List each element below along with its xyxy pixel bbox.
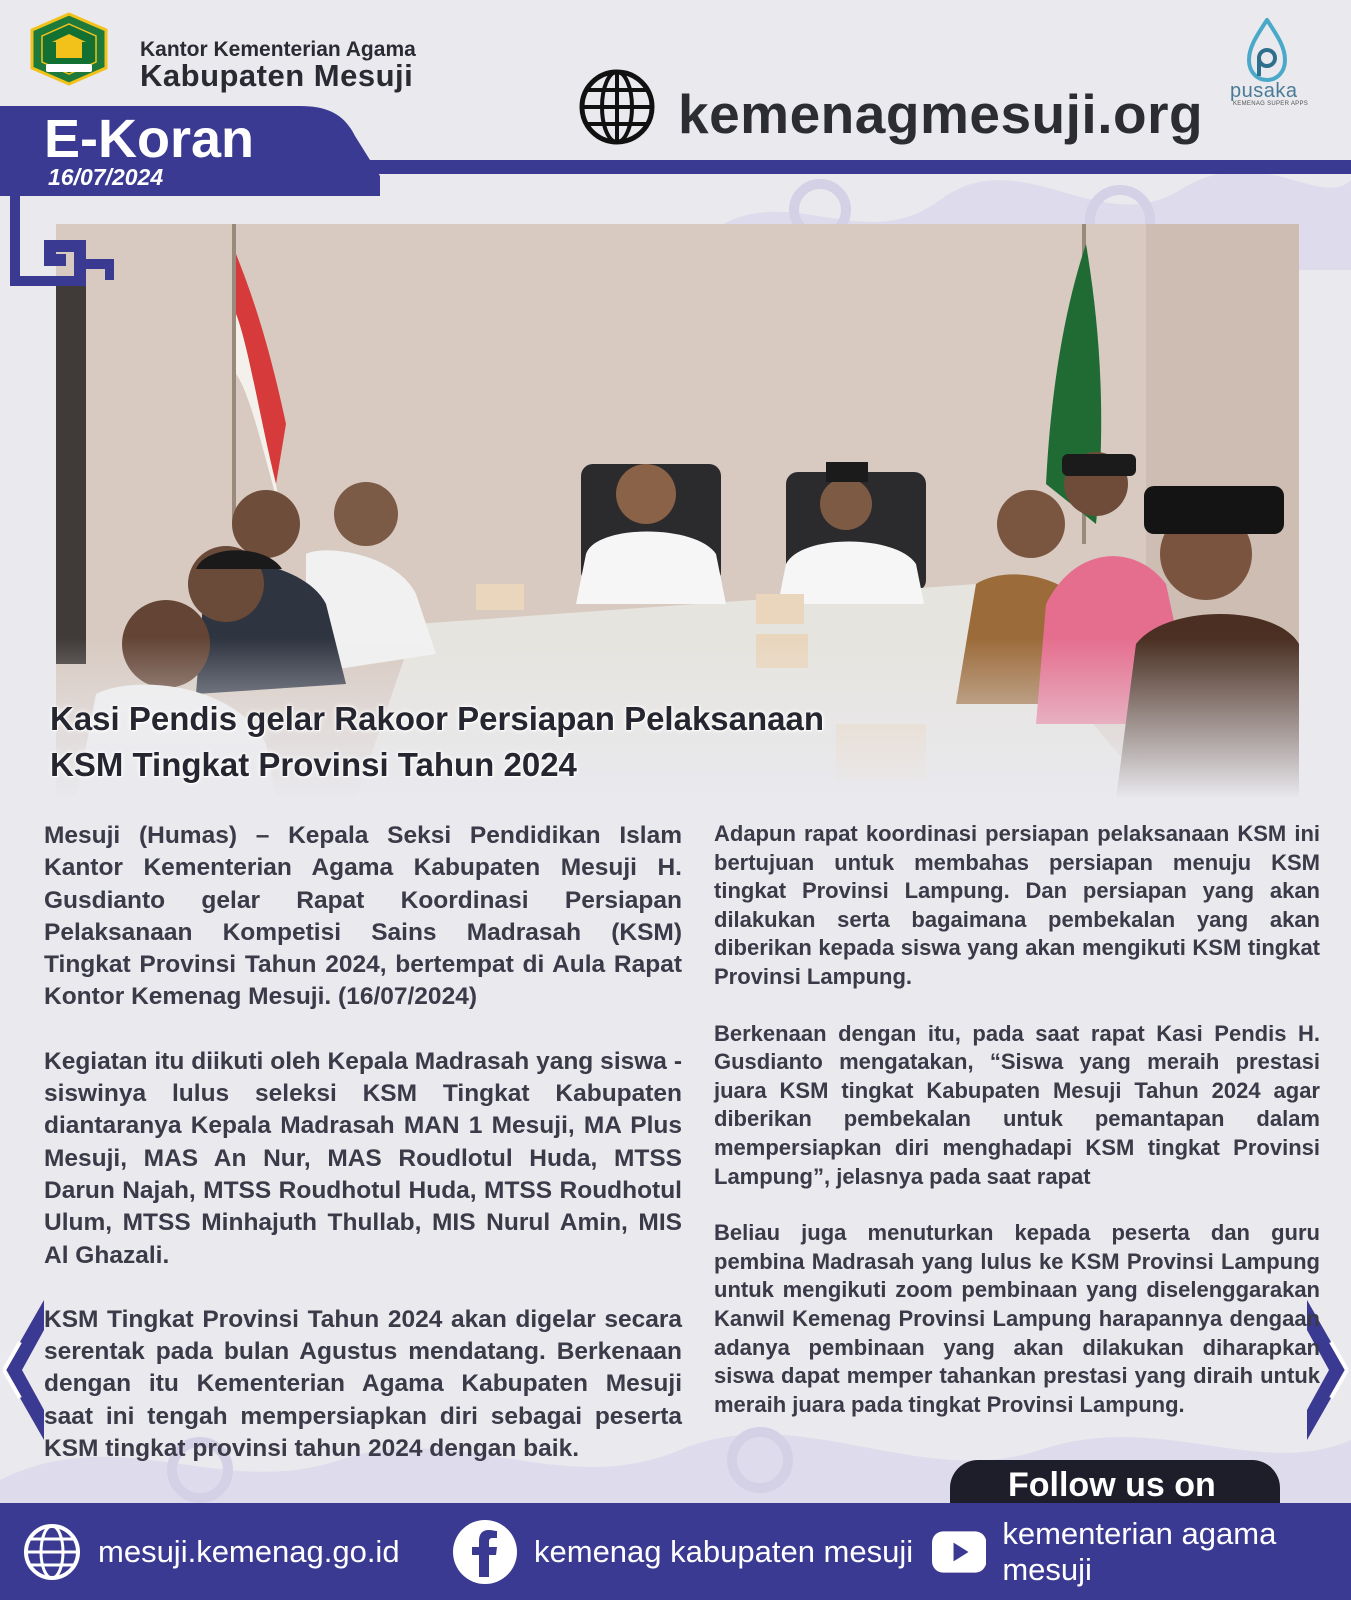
footer [0,1503,1351,1600]
article-paragraph: Beliau juga menuturkan kepada peserta dan guru pembina Madrasah yang lulus ke KSM Provinsi Lampung untuk mengikuti zoom pembinaan yang diselenggarakan Kanwil Kemenag Provinsi Lampung harapannya dengaan adanya pembinaan yang akan dilakukan diharapkan siswa dapat memper tahankan prestasi yang diraih untuk meraih juara pada tingkat Provinsi Lampung. [714,1220,1320,1417]
header-rule [360,160,1351,174]
header [0,0,1351,200]
website-url[interactable]: kemenagmesuji.org [678,83,1204,145]
article-column-right [714,820,1320,1419]
headline-line-2: KSM Tingkat Provinsi Tahun 2024 [50,746,577,783]
side-ornament-left [0,1290,48,1450]
office-name-line2: Kabupaten Mesuji [140,58,414,93]
kemenag-emblem-icon [28,12,110,86]
globe-icon [22,1522,82,1582]
footer-website-text: mesuji.kemenag.go.id [98,1533,400,1569]
globe-icon [578,68,656,146]
headline-line-1: Kasi Pendis gelar Rakoor Persiapan Pelaksanaan [50,700,825,737]
article-paragraph: Adapun rapat koordinasi persiapan pelaksanaan KSM ini bertujuan untuk membahas persiapan menuju KSM tingkat Provinsi Lampung. Dan persiapan yang akan dilakukan serta bagaimana pembekalan yang akan diberikan kepada siswa yang akan mengikuti KSM tingkat Provinsi Lampung. [714,821,1320,989]
ekoran-date: 16/07/2024 [48,164,164,190]
footer-youtube-text: kementerian agama mesuji [1002,1515,1277,1587]
office-name-line1: Kantor Kementerian Agama [140,38,416,61]
footer-website-link[interactable] [22,1503,400,1600]
pusaka-name: pusaka [1230,80,1298,102]
article-paragraph: Berkenaan dengan itu, pada saat rapat Kasi Pendis H. Gusdianto mengatakan, “Siswa yang meraih prestasi juara KSM tingkat Kabupaten Mesuji Tahun 2024 agar diberikan pembekalan untuk pemantapan dalam mempersiapkan diri menghadapi KSM tingkat Provinsi Lampung”, jelasnya pada saat rapat [714,1020,1320,1189]
follow-label: Follow us on [1008,1466,1216,1504]
facebook-icon [452,1519,518,1585]
greek-key-ornament [10,190,114,286]
youtube-icon [932,1530,986,1574]
footer-facebook-text: kemenag kabupaten mesuji [534,1533,914,1569]
ekoran-title: E-Koran [44,109,255,169]
article-paragraph: Kegiatan itu diikuti oleh Kepala Madrasah yang siswa - siswinya lulus seleksi KSM Tingkat Kabupaten diantaranya Kepala Madrasah MAN 1 Mesuji, MA Plus Mesuji, MAS An Nur, MAS Roudlotul Huda, MTSS Darun Najah, MTSS Roudhotul Huda, MTSS Roudhotul Ulum, MTSS Minhajuth Thullab, MIS Nurul Amin, MIS Al Ghazali. [44,1047,682,1269]
article-paragraph: Mesuji (Humas) – Kepala Seksi Pendidikan Islam Kantor Kementerian Agama Kabupaten Mesuji H. Gusdianto gelar Rapat Koordinasi Persiapan Pelaksanaan Kompetisi Sains Madrasah (KSM) Tingkat Provinsi Tahun 2024, bertempat di Aula Rapat Kontor Kemenag Mesuji. (16/07/2024) [44,822,682,1011]
pusaka-logo-icon [1245,18,1289,82]
article-headline [50,696,910,788]
article-column-left [44,820,682,1465]
footer-facebook-link[interactable] [452,1503,913,1600]
article-paragraph: KSM Tingkat Provinsi Tahun 2024 akan digelar secara serentak pada bulan Agustus mendatang. Berkenaan dengan itu Kementerian Agama Kabupaten Mesuji saat ini tengah mempersiapkan diri sebagai peserta KSM tingkat provinsi tahun 2024 dengan baik. [44,1305,682,1463]
footer-youtube-link[interactable] [932,1503,1351,1600]
pusaka-tagline: KEMENAG SUPER APPS [1233,101,1309,107]
